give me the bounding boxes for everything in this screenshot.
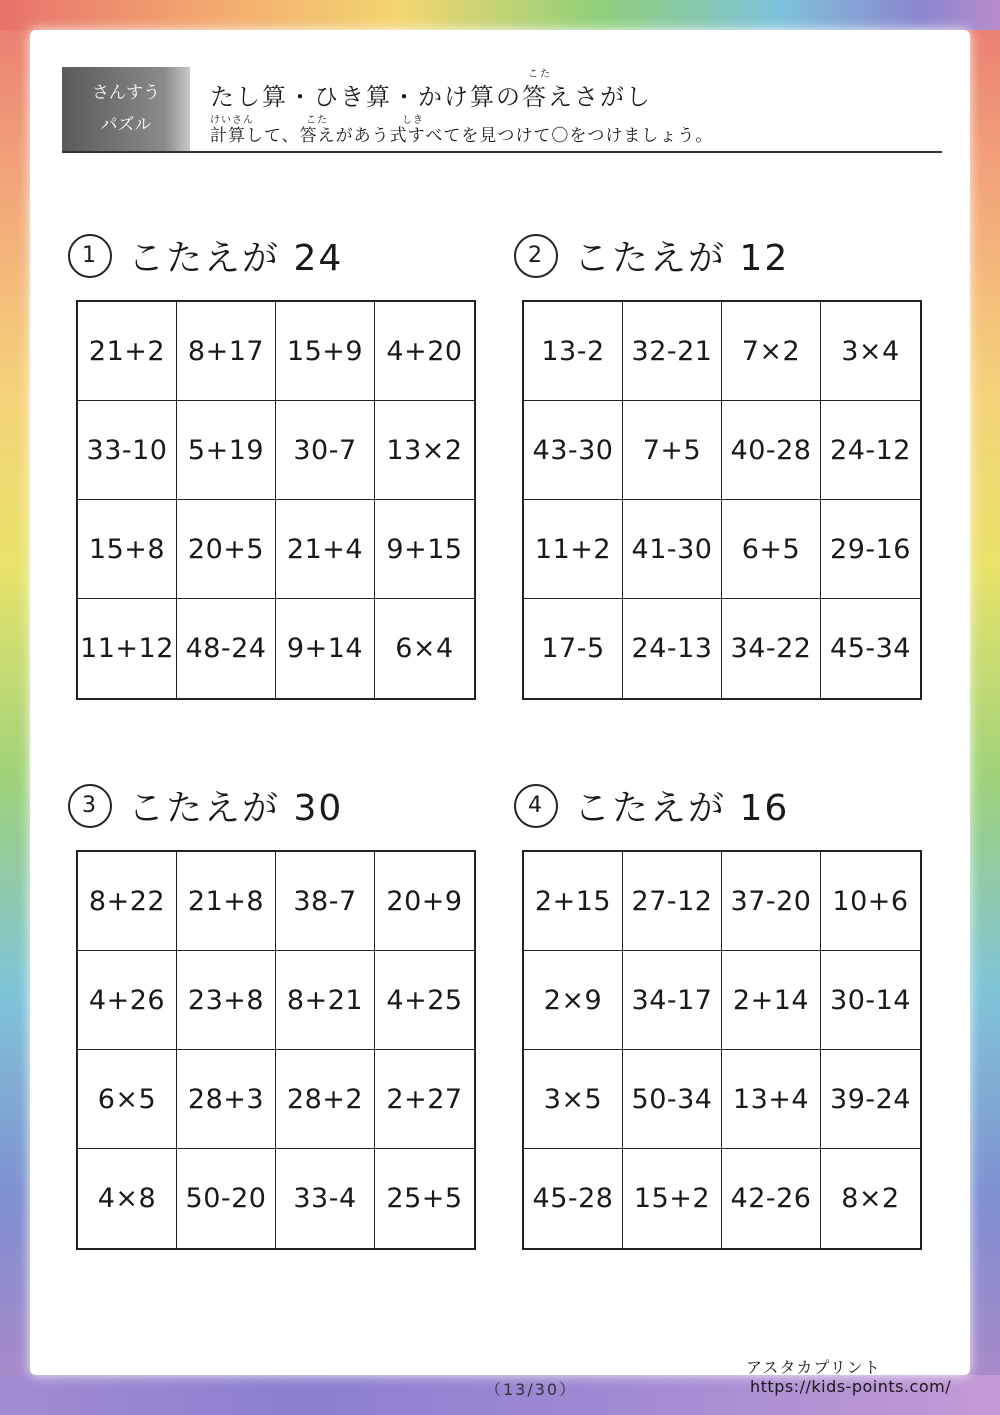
grid-cell[interactable]: 6+5 [722,500,821,599]
section-1-title [68,230,343,281]
section-4-number-circle: 4 [514,784,558,828]
grid-cell[interactable]: 21+4 [276,500,375,599]
badge-line-2: パズル [100,115,152,135]
grid-cell[interactable]: 8+17 [177,302,276,401]
section-1-title-text: こたえが 24 [128,238,344,279]
grid-cell[interactable]: 6×5 [78,1050,177,1149]
grid-cell[interactable]: 8+22 [78,852,177,951]
grid-cell[interactable]: 42-26 [722,1149,821,1248]
grid-cell[interactable]: 8×2 [841,1183,900,1214]
grid-cell[interactable]: 2+15 [524,852,623,951]
section-3-number-circle: 3 [68,784,112,828]
grid-cell[interactable]: 37-20 [722,852,821,951]
grid-cell[interactable]: 38-7 [276,852,375,951]
grid-cell[interactable]: 33-10 [78,401,177,500]
grid-cell[interactable]: 13×2 [375,401,474,500]
grid-cell[interactable]: 41-30 [623,500,722,599]
section-1-number-circle: 1 [68,234,112,278]
grid-cell[interactable]: 11+12 [78,599,177,698]
grid-cell[interactable]: 13-2 [524,302,623,401]
grid-cell[interactable]: 13+4 [722,1050,821,1149]
section-3-title-text: こたえが 30 [128,788,344,829]
grid-cell[interactable]: 10+6 [821,852,920,951]
section-1-grid [76,300,476,700]
grid-cell[interactable]: 11+2 [524,500,623,599]
grid-cell[interactable]: 30-7 [276,401,375,500]
grid-cell[interactable]: 2×9 [524,951,623,1050]
instruction-ruby-kota: こた [306,115,328,126]
grid-cell[interactable]: 20+5 [177,500,276,599]
grid-cell[interactable]: 25+5 [386,1183,463,1214]
grid-cell[interactable]: 27-12 [623,852,722,951]
section-3-grid [76,850,476,1250]
grid-cell[interactable]: 4×8 [78,1149,177,1248]
worksheet-title [210,69,652,112]
worksheet-header [62,67,942,153]
grid-cell[interactable]: 4+25 [375,951,474,1050]
site-url[interactable]: https://kids-points.com/ [750,1377,952,1396]
grid-cell[interactable]: 2+14 [722,951,821,1050]
section-4-title [514,780,789,831]
grid-cell[interactable]: 9+15 [375,500,474,599]
grid-cell[interactable]: 7×2 [722,302,821,401]
grid-cell[interactable]: 3×5 [524,1050,623,1149]
grid-cell[interactable]: 28+3 [177,1050,276,1149]
instruction-text [210,115,714,146]
section-2-number-circle: 2 [514,234,558,278]
grid-cell[interactable]: 33-4 [276,1149,375,1248]
title-ruby: こた [528,69,552,80]
grid-cell[interactable]: 21+8 [177,852,276,951]
grid-cell[interactable]: 15+2 [623,1149,722,1248]
grid-cell[interactable]: 6×4 [395,633,454,664]
grid-cell[interactable]: 29-16 [821,500,920,599]
grid-cell[interactable]: 8+21 [276,951,375,1050]
grid-cell[interactable]: 50-20 [177,1149,276,1248]
grid-cell[interactable]: 17-5 [524,599,623,698]
grid-cell[interactable]: 23+8 [177,951,276,1050]
title-text: たし算・ひき算・かけ算の答えさがし [210,83,652,111]
grid-cell[interactable]: 28+2 [276,1050,375,1149]
section-2-grid [522,300,922,700]
grid-cell[interactable]: 30-14 [821,951,920,1050]
grid-cell[interactable]: 50-34 [623,1050,722,1149]
instruction-ruby-keisan: けいさん [210,115,254,126]
grid-cell[interactable]: 15+8 [78,500,177,599]
instruction-ruby-shiki: しき [402,115,424,126]
grid-cell[interactable]: 40-28 [722,401,821,500]
grid-cell[interactable]: 34-22 [722,599,821,698]
worksheet-page [30,30,970,1399]
grid-cell[interactable]: 15+9 [276,302,375,401]
grid-cell[interactable]: 48-24 [177,599,276,698]
section-2-title [514,230,789,281]
grid-cell[interactable]: 3×4 [821,302,920,401]
section-4-grid [522,850,922,1250]
page-number: （13/30） [485,1380,578,1399]
badge-line-1: さんすう [92,83,160,103]
section-3-title [68,780,343,831]
grid-cell[interactable]: 45-28 [524,1149,623,1248]
grid-cell[interactable]: 45-34 [830,633,911,664]
section-4-title-text: こたえが 16 [574,788,790,829]
instruction-body: 計算して、答えがあう式すべてを見つけて〇をつけましょう。 [210,126,714,146]
section-2-title-text: こたえが 12 [574,238,790,279]
grid-cell[interactable]: 4+20 [375,302,474,401]
brand-name: アスタカプリント [746,1358,881,1377]
grid-cell[interactable]: 7+5 [623,401,722,500]
grid-cell[interactable]: 20+9 [375,852,474,951]
grid-cell[interactable]: 24-12 [821,401,920,500]
grid-cell[interactable]: 4+26 [78,951,177,1050]
grid-cell[interactable]: 32-21 [623,302,722,401]
grid-cell[interactable]: 21+2 [78,302,177,401]
grid-cell[interactable]: 24-13 [623,599,722,698]
grid-cell[interactable]: 39-24 [821,1050,920,1149]
rainbow-frame-top [0,0,1000,30]
grid-cell[interactable]: 34-17 [623,951,722,1050]
category-badge [62,67,190,151]
grid-cell[interactable]: 43-30 [524,401,623,500]
grid-cell[interactable]: 9+14 [276,599,375,698]
grid-cell[interactable]: 5+19 [177,401,276,500]
grid-cell[interactable]: 2+27 [375,1050,474,1149]
